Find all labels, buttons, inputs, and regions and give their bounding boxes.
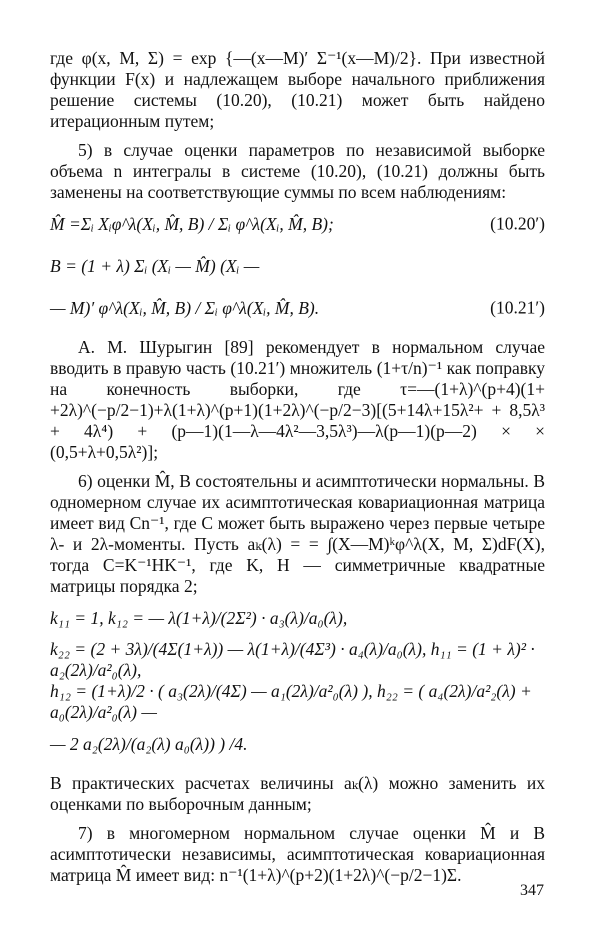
equation-h12-h22: [50, 681, 545, 723]
equation-number: (10.21′): [490, 297, 545, 318]
equation-number: (10.20′): [490, 213, 545, 234]
paragraph-item-6: 6) оценки M̂, B состоятельны и асимптотически нормальны. В одномерном случае их асимптотическая ковариационная матрица имеет вид Cn⁻¹, где C может быть выражено через первые четыре λ- и 2λ-моменты. Пусть aₖ(λ) = = ∫(X—M)ᵏφ^λ(X, M, Σ)dF(X), тогда C=K⁻¹HK⁻¹, где K, H — симметричные квадратные матрицы порядка 2;: [50, 471, 545, 596]
paragraph-shurygin: А. М. Шурыгин [89] рекомендует в нормальном случае вводить в правую часть (10.21′) множитель (1+τ/n)⁻¹ как поправку на конечность выборки, где τ=—(1+λ)^(p+4)(1+ +2λ)^(−p/2−1)+λ(1+λ)^(p+1)(1+2λ)^(−p/2−3)[(5+14λ+15λ²+ + 8,5λ³ + 4λ⁴) + (p—1)(1—λ—4λ²—3,5λ³)—λ(p—1)(p—2) × × (0,5+λ+0,5λ²)];: [50, 337, 545, 462]
equation-10-21-prime-line2: [50, 287, 545, 329]
equation-body: k₂₂ = (2 + 3λ)/(4Σ(1+λ)) — λ(1+λ)/(4Σ³) · a₄(λ)/a₀(λ), h₁₁ = (1 + λ)² · a₂(2λ)/a²₀(λ),: [50, 639, 535, 680]
equation-body: Σᵢ Xᵢφ^λ(Xᵢ, M̂, B) / Σᵢ φ^λ(Xᵢ, M̂, B);: [80, 213, 334, 234]
paragraph-practical: В практических расчетах величины aₖ(λ) можно заменить их оценками по выборочным данным;: [50, 773, 545, 814]
equation-body: — M)′ φ^λ(Xᵢ, M̂, B) / Σᵢ φ^λ(Xᵢ, M̂, B).: [50, 297, 320, 318]
equation-body: — 2 a₂(2λ)/(a₂(λ) a₀(λ)) ) /4.: [50, 733, 248, 754]
paragraph-1: где φ(x, M, Σ) = exp {—(x—M)′ Σ⁻¹(x—M)/2}. При известной функции F(x) и надлежащем выборе начального приближения решение системы (10.20), (10.21) может быть найдено итерационным путем;: [50, 48, 545, 131]
page-body: [50, 48, 545, 886]
equation-body: h₁₂ = (1+λ)/2 · ( a₃(2λ)/(4Σ) — a₁(2λ)/a²₀(λ) ), h₂₂ = ( a₄(2λ)/a²₂(λ) + a₀(2λ)/a²₀(λ) —: [50, 681, 532, 722]
equation-body: B = (1 + λ) Σᵢ (Xᵢ — M̂) (Xᵢ —: [50, 255, 260, 276]
equation-k11-k12: [50, 597, 545, 639]
equation-10-20-prime: [50, 203, 545, 245]
equation-10-21-prime-line1: [50, 245, 545, 287]
equation-body: k₁₁ = 1, k₁₂ = — λ(1+λ)/(2Σ²) · a₃(λ)/a₀(λ),: [50, 607, 348, 628]
equation-k22-h11: [50, 639, 545, 681]
paragraph-item-7: 7) в многомерном нормальном случае оценки M̂ и B асимптотически независимы, асимптотическая ковариационная матрица M̂ имеет вид: n⁻¹(1+λ)^(p+2)(1+2λ)^(−p/2−1)Σ.: [50, 823, 545, 885]
page-number: 347: [520, 882, 544, 899]
paragraph-item-5: 5) в случае оценки параметров по независимой выборке объема n интегралы в системе (10.20), (10.21) должны быть заменены на соответствующие суммы по всем наблюдениям:: [50, 140, 545, 202]
equation-h22-cont: [50, 723, 545, 765]
equation-body: M̂ =: [50, 213, 81, 234]
